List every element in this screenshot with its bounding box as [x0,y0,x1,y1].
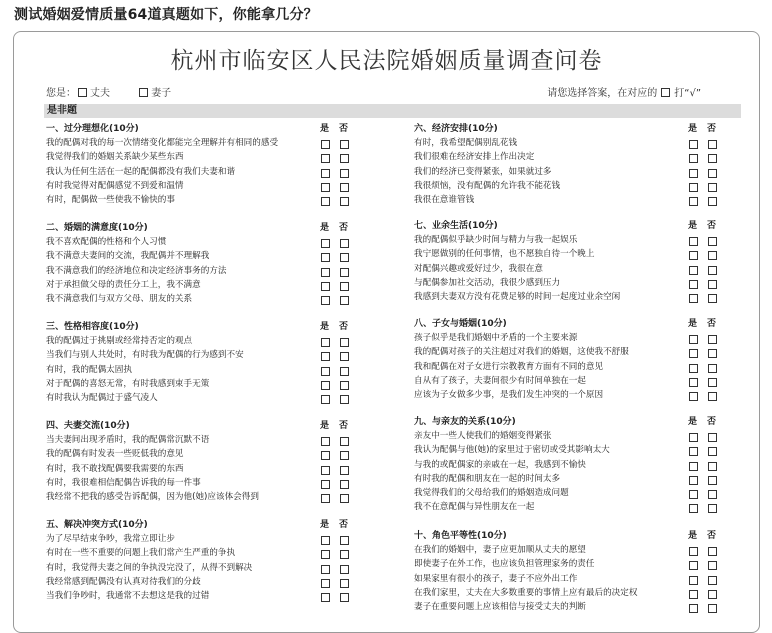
question-text: 孩子似乎是我们婚姻中矛盾的一个主要来源 [414,333,578,343]
question-row [414,345,739,359]
no-checkbox[interactable] [708,392,717,401]
yes-checkbox[interactable] [689,251,698,260]
question-text: 我不满意我们与双方父母、朋友的关系 [46,294,193,305]
no-checkbox[interactable] [340,183,349,192]
yes-checkbox[interactable] [689,576,698,585]
section-header [46,221,371,235]
yes-checkbox[interactable] [321,352,330,361]
section-header [46,122,371,136]
question-row [46,589,371,603]
instruction-text: 请您选择答案，在对应的 [547,88,658,99]
question-row [46,348,371,362]
yes-checkbox[interactable] [689,140,698,149]
yes-checkbox[interactable] [321,296,330,305]
question-text: 我经常感到配偶没有认真对待我们的分歧 [46,576,201,587]
question-section [414,529,739,614]
question-row [414,150,739,164]
question-text: 有时在一些不重要的问题上我们常产生严重的争执 [46,548,236,559]
question-section [414,415,739,515]
question-row [46,165,371,179]
no-checkbox[interactable] [340,296,349,305]
question-row [414,360,739,374]
question-text: 我感到夫妻双方没有花费足够的时间一起度过业余空闲 [414,292,621,303]
no-checkbox[interactable] [708,561,717,570]
question-row [414,193,739,207]
no-column-label: 否 [339,322,349,332]
question-row [46,433,371,447]
no-column-label: 否 [707,531,717,541]
question-row [46,264,371,278]
yes-column-label: 是 [688,319,698,329]
question-text: 我不喜欢配偶的性格和个人习惯 [46,237,167,247]
yes-checkbox[interactable] [689,364,698,373]
yes-checkbox[interactable] [689,349,698,358]
question-row [414,262,739,276]
no-column-label: 否 [339,421,349,431]
no-checkbox[interactable] [708,604,717,613]
yes-checkbox[interactable] [321,395,330,404]
question-text: 我很在意谁管钱 [414,195,475,206]
question-text: 与我的或配偶家的亲戚在一起，我感到不愉快 [414,459,586,470]
no-checkbox[interactable] [340,494,349,503]
yes-column-label: 是 [688,221,698,231]
no-checkbox[interactable] [708,197,717,206]
no-checkbox[interactable] [708,349,717,358]
yes-checkbox[interactable] [689,476,698,485]
question-text: 当夫妻间出现矛盾时，我的配偶常沉默不语 [46,435,210,445]
yes-column-label: 是 [320,223,330,233]
question-section [46,320,371,405]
respondent-label: 您是： [46,88,76,99]
no-checkbox[interactable] [708,576,717,585]
no-checkbox[interactable] [708,237,717,246]
question-text: 我不满意我们的经济地位和决定经济事务的方法 [46,265,227,276]
no-checkbox[interactable] [340,197,349,206]
no-checkbox[interactable] [708,490,717,499]
question-row [46,575,371,589]
question-text: 有时，配偶做一些使我不愉快的事 [46,195,175,206]
no-checkbox[interactable] [340,338,349,347]
page-title: 杭州市临安区人民法院婚姻质量调查问卷 [170,48,603,74]
question-text: 我觉得我们的婚姻关系缺少某些东西 [46,152,184,163]
question-text: 我觉得我们的父母给我们的婚姻造成问题 [414,488,569,499]
husband-checkbox[interactable] [78,88,87,97]
question-section [414,219,739,304]
no-checkbox[interactable] [708,183,717,192]
question-text: 有时我认为配偶过于盛气凌人 [46,393,158,404]
question-row [46,136,371,150]
no-checkbox[interactable] [340,367,349,376]
question-text: 当我们争吵时，我通常不去想这是我的过错 [46,591,210,602]
no-checkbox[interactable] [340,550,349,559]
yes-checkbox[interactable] [321,268,330,277]
question-row [414,500,739,514]
question-text: 有时，我的配偶太固执 [46,364,132,375]
no-column-label: 否 [707,417,717,427]
no-checkbox[interactable] [708,433,717,442]
yes-checkbox[interactable] [321,579,330,588]
yes-checkbox[interactable] [689,561,698,570]
no-column-label: 否 [707,124,717,134]
section-header [414,529,739,543]
question-row [414,586,739,600]
section-header [46,518,371,532]
question-text: 我认为任何生活在一起的配偶都没有我们夫妻和谐 [46,166,236,177]
question-row [46,391,371,405]
no-checkbox[interactable] [340,437,349,446]
section-header [414,122,739,136]
question-text: 有时，我希望配偶别乱花钱 [414,138,518,148]
question-row [414,165,739,179]
question-section [46,122,371,207]
yes-checkbox[interactable] [321,480,330,489]
question-row [46,532,371,546]
questionnaire-sheet [13,31,760,633]
no-column-label: 否 [339,520,349,530]
section-band-true-false: 是非题 [44,104,741,118]
yes-checkbox[interactable] [689,547,698,556]
question-row [414,557,739,571]
no-checkbox[interactable] [340,268,349,277]
question-text: 在我们家里，丈夫在大多数重要的事情上应有最后的决定权 [414,587,638,598]
question-row [46,150,371,164]
question-section [46,518,371,603]
no-checkbox[interactable] [708,364,717,373]
yes-checkbox[interactable] [321,550,330,559]
question-row [46,490,371,504]
yes-checkbox[interactable] [689,266,698,275]
no-checkbox[interactable] [340,169,349,178]
no-checkbox[interactable] [340,565,349,574]
yes-checkbox[interactable] [321,494,330,503]
yes-checkbox[interactable] [321,197,330,206]
yes-column-label: 是 [688,531,698,541]
question-row [414,276,739,290]
no-checkbox[interactable] [708,590,717,599]
yes-checkbox[interactable] [321,183,330,192]
yes-checkbox[interactable] [321,338,330,347]
article-headline: 测试婚姻爱情质量64道真题如下，你能拿几分？ [14,7,318,23]
question-section [46,419,371,504]
yes-checkbox[interactable] [321,140,330,149]
no-checkbox[interactable] [708,251,717,260]
yes-checkbox[interactable] [321,536,330,545]
question-row [414,572,739,586]
section-title: 八、子女与婚姻(10分) [414,319,507,329]
no-checkbox[interactable] [340,395,349,404]
section-title: 四、夫妻交流(10分) [46,421,130,431]
yes-column-label: 是 [688,417,698,427]
no-checkbox[interactable] [340,466,349,475]
question-text: 我的配偶似乎缺少时间与精力与我一起娱乐 [414,235,578,245]
question-row [414,179,739,193]
question-row [46,278,371,292]
question-text: 有时，我觉得夫妻之间的争执没完没了，从得不到解决 [46,562,253,573]
yes-checkbox[interactable] [321,451,330,460]
question-text: 与配偶参加社交活动，我很少感到压力 [414,277,561,288]
question-row [414,486,739,500]
question-row [414,136,739,150]
question-row [46,179,371,193]
question-text: 我的配偶有时发表一些贬低我的意见 [46,449,184,460]
no-checkbox[interactable] [340,154,349,163]
question-row [414,290,739,304]
yes-column-label: 是 [320,322,330,332]
question-text: 有时我的配偶和朋友在一起的时间太多 [414,473,561,484]
question-row [414,443,739,457]
yes-checkbox[interactable] [689,604,698,613]
question-text: 当我们与别人共处时，有时我为配偶的行为感到不安 [46,350,244,361]
question-row [46,292,371,306]
question-text: 自从有了孩子，夫妻间很少有时间单独在一起 [414,375,586,386]
yes-checkbox[interactable] [321,367,330,376]
yes-checkbox[interactable] [321,169,330,178]
question-row [414,331,739,345]
question-text: 亲友中一些人使我们的婚姻变得紧张 [414,431,552,441]
yes-checkbox[interactable] [321,239,330,248]
yes-checkbox[interactable] [689,169,698,178]
question-text: 为了尽早结束争吵，我常立即让步 [46,534,175,544]
section-title: 十、角色平等性(10分) [414,531,507,541]
question-text: 我不满意夫妻间的交流，我配偶并不理解我 [46,251,210,262]
question-text: 在我们的婚姻中，妻子应更加顺从丈夫的愿望 [414,545,586,555]
no-checkbox[interactable] [708,476,717,485]
question-row [46,249,371,263]
question-text: 有时我觉得对配偶感觉不到爱和温情 [46,180,184,191]
no-column-label: 否 [339,223,349,233]
no-checkbox[interactable] [708,169,717,178]
question-row [46,462,371,476]
yes-checkbox[interactable] [689,392,698,401]
section-title: 六、经济安排(10分) [414,124,498,134]
yes-checkbox[interactable] [689,462,698,471]
no-checkbox[interactable] [708,154,717,163]
yes-column-label: 是 [688,124,698,134]
yes-checkbox[interactable] [321,437,330,446]
yes-checkbox[interactable] [689,335,698,344]
question-text: 我很烦恼，没有配偶的允许我不能花钱 [414,180,561,191]
question-row [46,334,371,348]
yes-checkbox[interactable] [321,381,330,390]
yes-checkbox[interactable] [689,183,698,192]
no-checkbox[interactable] [340,253,349,262]
question-row [46,377,371,391]
wife-checkbox[interactable] [139,88,148,97]
yes-checkbox[interactable] [689,237,698,246]
no-checkbox[interactable] [340,239,349,248]
instruction-mark: 打“√” [674,88,701,99]
question-row [414,600,739,614]
respondent-selector [46,84,171,99]
instruction-note [547,84,701,99]
question-text: 我经常不把我的感受告诉配偶，因为他(她)应该体会得到 [46,492,259,503]
yes-checkbox[interactable] [321,282,330,291]
no-checkbox[interactable] [340,381,349,390]
yes-checkbox[interactable] [689,447,698,456]
yes-checkbox[interactable] [321,565,330,574]
question-row [46,235,371,249]
section-title: 九、与亲友的关系(10分) [414,417,516,427]
yes-checkbox[interactable] [689,280,698,289]
no-checkbox[interactable] [340,579,349,588]
section-title: 一、过分理想化(10分) [46,124,139,134]
wife-label: 妻子 [151,88,172,99]
no-column-label: 否 [707,319,717,329]
yes-checkbox[interactable] [689,378,698,387]
no-checkbox[interactable] [340,480,349,489]
question-text: 对于配偶的喜怒无常，有时我感到束手无策 [46,378,210,389]
question-text: 妻子在重要问题上应该相信与接受丈夫的判断 [414,602,586,613]
question-section [414,317,739,402]
section-header [414,415,739,429]
yes-checkbox[interactable] [689,590,698,599]
section-header [414,317,739,331]
question-row [414,429,739,443]
yes-checkbox[interactable] [689,197,698,206]
no-checkbox[interactable] [708,335,717,344]
question-row [46,546,371,560]
section-title: 三、性格相容度(10分) [46,322,139,332]
question-text: 我的配偶对我的每一次情绪变化都能完全理解并有相同的感受 [46,138,279,148]
section-header [414,219,739,233]
question-row [414,374,739,388]
section-header [46,419,371,433]
question-row [46,363,371,377]
question-text: 有时，我很难相信配偶告诉我的每一件事 [46,477,201,488]
no-checkbox[interactable] [340,282,349,291]
no-checkbox[interactable] [708,140,717,149]
question-row [414,247,739,261]
question-row [46,561,371,575]
no-checkbox[interactable] [708,378,717,387]
question-text: 对配偶兴趣或爱好过少，我很在意 [414,263,543,274]
yes-checkbox[interactable] [321,253,330,262]
no-checkbox[interactable] [708,462,717,471]
yes-checkbox[interactable] [689,294,698,303]
question-section [414,122,739,207]
question-text: 我的配偶对孩子的关注超过对我们的婚姻，这使我不舒服 [414,347,629,358]
no-column-label: 否 [707,221,717,231]
no-column-label: 否 [339,124,349,134]
question-text: 即使妻子在外工作，也应该负担管理家务的责任 [414,559,595,570]
section-title: 七、业余生活(10分) [414,221,498,231]
no-checkbox[interactable] [340,536,349,545]
no-checkbox[interactable] [708,294,717,303]
question-text: 我认为配偶与他(她)的家里过于密切或受其影响太大 [414,445,610,456]
question-text: 如果家里有很小的孩子，妻子不应外出工作 [414,573,578,584]
question-text: 我宁愿做别的任何事情，也不愿独自待一个晚上 [414,249,595,260]
yes-column-label: 是 [320,421,330,431]
no-checkbox[interactable] [340,352,349,361]
question-row [414,458,739,472]
question-row [414,388,739,402]
no-checkbox[interactable] [340,140,349,149]
question-text: 我不在意配偶与异性朋友在一起 [414,502,535,513]
question-text: 应该为子女做多少事，是我们发生冲突的一个原因 [414,390,604,401]
no-checkbox[interactable] [340,593,349,602]
question-text: 我和配偶在对子女进行宗教教育方面有不同的意见 [414,361,604,372]
section-title: 二、婚姻的满意度(10分) [46,223,148,233]
husband-label: 丈夫 [90,88,110,99]
section-title: 五、解决冲突方式(10分) [46,520,148,530]
no-checkbox[interactable] [708,280,717,289]
section-header [46,320,371,334]
question-row [46,476,371,490]
no-checkbox[interactable] [340,451,349,460]
question-text: 我们的经济已变得紧张，如果就过多 [414,166,552,177]
no-checkbox[interactable] [708,447,717,456]
question-row [46,447,371,461]
yes-checkbox[interactable] [689,490,698,499]
yes-checkbox[interactable] [689,504,698,513]
question-text: 有时，我不敢找配偶要我需要的东西 [46,463,184,474]
yes-column-label: 是 [320,520,330,530]
yes-checkbox[interactable] [321,466,330,475]
yes-column-label: 是 [320,124,330,134]
question-text: 我们很难在经济安排上作出决定 [414,152,535,163]
yes-checkbox[interactable] [689,154,698,163]
no-checkbox[interactable] [708,504,717,513]
yes-checkbox[interactable] [321,154,330,163]
question-text: 对于承担做父母的责任分工上，我不满意 [46,279,201,290]
no-checkbox[interactable] [708,547,717,556]
question-row [414,472,739,486]
question-row [46,193,371,207]
sample-checkbox-icon [661,88,670,97]
question-row [414,543,739,557]
yes-checkbox[interactable] [321,593,330,602]
question-text: 我的配偶过于挑剔或经常持否定的观点 [46,336,193,346]
question-row [414,233,739,247]
yes-checkbox[interactable] [689,433,698,442]
no-checkbox[interactable] [708,266,717,275]
question-section [46,221,371,306]
